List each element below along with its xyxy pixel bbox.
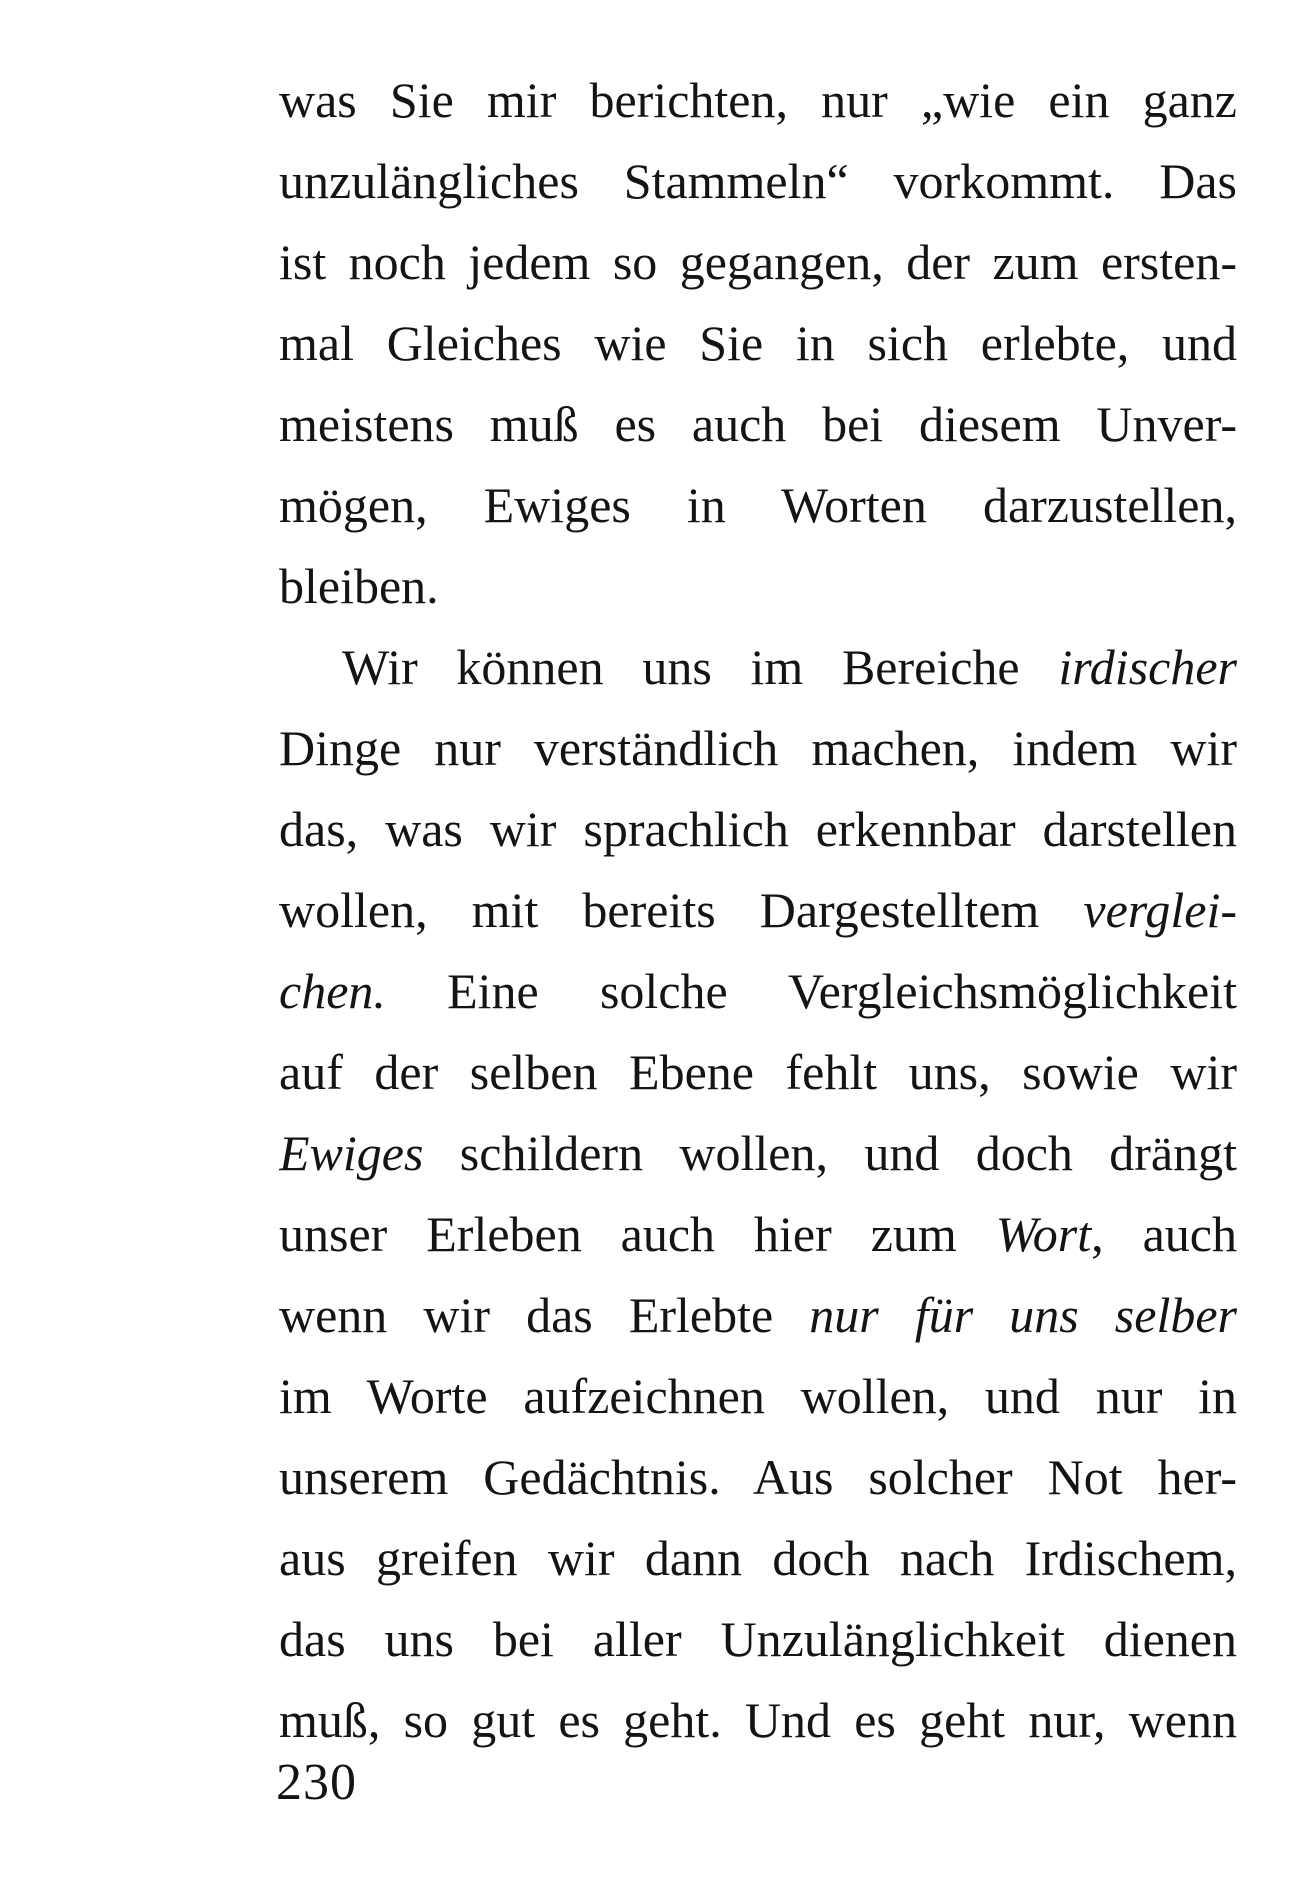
italic-emphasis: chen.	[279, 963, 386, 1019]
italic-emphasis: Ewiges	[279, 1125, 424, 1181]
text-line: wenn wir das Erlebte nur für uns selber	[279, 1287, 1237, 1343]
text-line: aus greifen wir dann doch nach Irdischem,	[279, 1530, 1237, 1586]
paragraph	[279, 60, 1237, 627]
italic-emphasis: Wort	[995, 1206, 1092, 1262]
italic-emphasis: verglei-	[1083, 882, 1237, 938]
text-line: unzulängliches Stammeln“ vorkommt. Das	[279, 153, 1237, 209]
text-line: Dinge nur verständlich machen, indem wir	[279, 720, 1237, 776]
text-line: bleiben.	[279, 558, 439, 614]
text-line: das uns bei aller Unzulänglichkeit dienen	[279, 1611, 1237, 1667]
page-number: 230	[276, 1754, 357, 1811]
text-line: Ewiges schildern wollen, und doch drängt	[279, 1125, 1237, 1181]
text-line: das, was wir sprachlich erkennbar darstellen	[279, 801, 1237, 857]
text-line: mögen, Ewiges in Worten darzustellen,	[279, 477, 1237, 533]
paragraph	[279, 627, 1237, 1761]
text-line: ist noch jedem so gegangen, der zum ersten-	[279, 234, 1237, 290]
text-line: unserem Gedächtnis. Aus solcher Not her-	[279, 1449, 1237, 1505]
text-line: wollen, mit bereits Dargestelltem verglei-	[279, 882, 1237, 938]
body-text	[279, 60, 1237, 1761]
text-line: chen. Eine solche Vergleichsmöglichkeit	[279, 963, 1237, 1019]
text-line: muß, so gut es geht. Und es geht nur, wenn	[279, 1692, 1237, 1748]
text-line: meistens muß es auch bei diesem Unver-	[279, 396, 1237, 452]
text-line: auf der selben Ebene fehlt uns, sowie wir	[279, 1044, 1237, 1100]
italic-emphasis: nur für uns selber	[809, 1287, 1237, 1343]
text-line: im Worte aufzeichnen wollen, und nur in	[279, 1368, 1237, 1424]
text-line: mal Gleiches wie Sie in sich erlebte, und	[279, 315, 1237, 371]
text-line: unser Erleben auch hier zum Wort, auch	[279, 1206, 1237, 1262]
text-line: Wir können uns im Bereiche irdischer	[342, 639, 1237, 695]
italic-emphasis: irdischer	[1058, 639, 1237, 695]
text-line: was Sie mir berichten, nur „wie ein ganz	[279, 72, 1237, 128]
